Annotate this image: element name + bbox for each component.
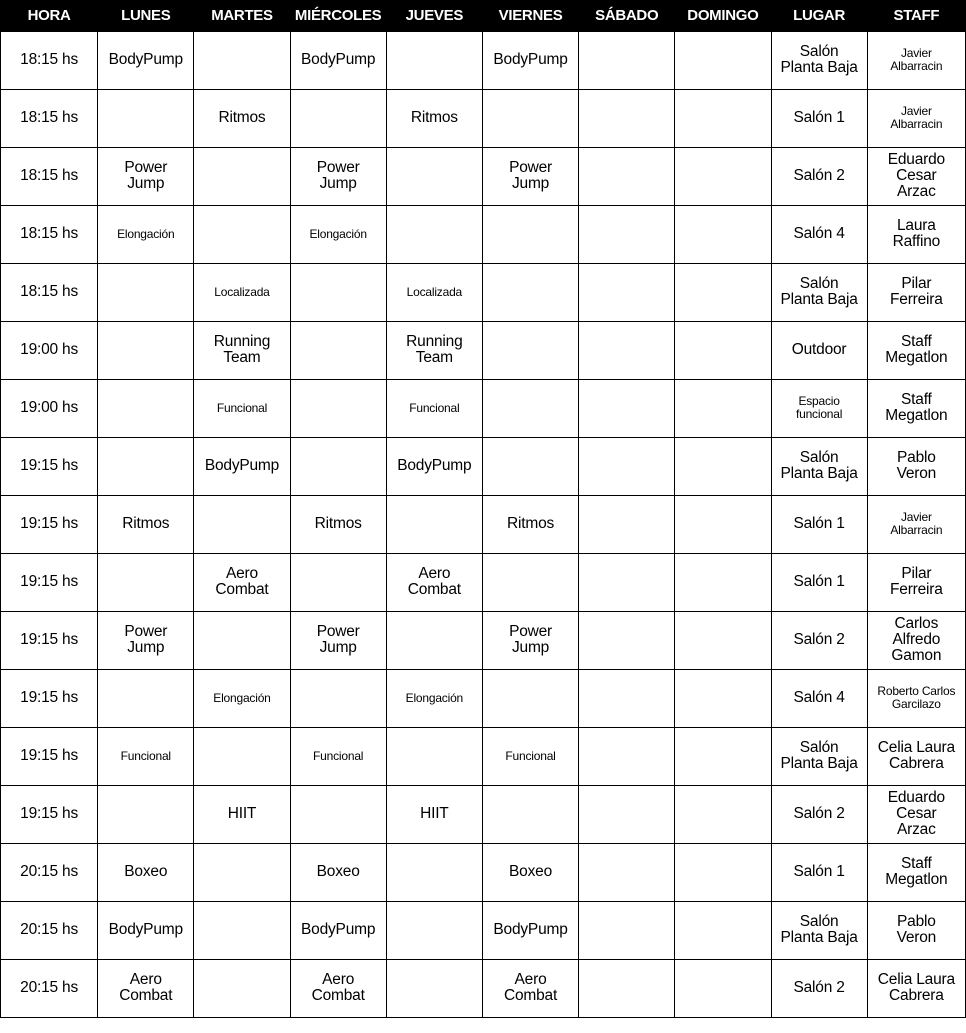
cell-staff: Celia Laura Cabrera [867, 727, 965, 785]
cell-sabado [579, 785, 675, 843]
cell-jueves: BodyPump [386, 437, 482, 495]
cell-lugar: Salón Planta Baja [771, 263, 867, 321]
cell-hora: 19:15 hs [1, 669, 98, 727]
cell-martes [194, 843, 290, 901]
cell-staff: Eduardo Cesar Arzac [867, 147, 965, 205]
cell-hora: 18:15 hs [1, 89, 98, 147]
cell-viernes [482, 669, 578, 727]
cell-miercoles [290, 669, 386, 727]
cell-sabado [579, 205, 675, 263]
table-row [1, 31, 966, 89]
cell-lunes [98, 263, 194, 321]
cell-martes: Aero Combat [194, 553, 290, 611]
header-staff: STAFF [867, 0, 965, 31]
cell-lunes: Boxeo [98, 843, 194, 901]
cell-staff: Pablo Veron [867, 437, 965, 495]
schedule-body [1, 31, 966, 1017]
table-row [1, 669, 966, 727]
table-row [1, 205, 966, 263]
table-row [1, 901, 966, 959]
cell-viernes: Aero Combat [482, 959, 578, 1017]
cell-jueves: Aero Combat [386, 553, 482, 611]
cell-sabado [579, 379, 675, 437]
cell-lunes [98, 89, 194, 147]
cell-domingo [675, 495, 771, 553]
header-lugar: LUGAR [771, 0, 867, 31]
cell-jueves [386, 843, 482, 901]
cell-jueves: Localizada [386, 263, 482, 321]
cell-hora: 19:15 hs [1, 495, 98, 553]
cell-lunes [98, 379, 194, 437]
cell-hora: 19:15 hs [1, 437, 98, 495]
cell-domingo [675, 437, 771, 495]
cell-lunes: Power Jump [98, 611, 194, 669]
cell-miercoles: Power Jump [290, 147, 386, 205]
cell-sabado [579, 437, 675, 495]
schedule-header [1, 0, 966, 31]
cell-staff: Laura Raffino [867, 205, 965, 263]
cell-jueves [386, 31, 482, 89]
cell-miercoles [290, 321, 386, 379]
cell-sabado [579, 263, 675, 321]
cell-viernes [482, 437, 578, 495]
cell-hora: 19:15 hs [1, 727, 98, 785]
table-row [1, 843, 966, 901]
cell-lugar: Salón 1 [771, 495, 867, 553]
cell-lugar: Salón 1 [771, 843, 867, 901]
cell-martes [194, 959, 290, 1017]
cell-lugar: Salón Planta Baja [771, 437, 867, 495]
cell-viernes [482, 263, 578, 321]
cell-staff: Pilar Ferreira [867, 553, 965, 611]
cell-viernes: Ritmos [482, 495, 578, 553]
cell-martes [194, 147, 290, 205]
cell-domingo [675, 553, 771, 611]
cell-viernes: Boxeo [482, 843, 578, 901]
cell-lunes: Power Jump [98, 147, 194, 205]
cell-miercoles: Elongación [290, 205, 386, 263]
cell-martes [194, 901, 290, 959]
cell-staff: Javier Albarracin [867, 31, 965, 89]
cell-hora: 18:15 hs [1, 147, 98, 205]
cell-martes [194, 495, 290, 553]
cell-sabado [579, 321, 675, 379]
cell-miercoles [290, 553, 386, 611]
cell-sabado [579, 553, 675, 611]
cell-miercoles: Funcional [290, 727, 386, 785]
cell-sabado [579, 31, 675, 89]
cell-viernes [482, 553, 578, 611]
cell-lugar: Salón 2 [771, 611, 867, 669]
cell-domingo [675, 901, 771, 959]
cell-martes [194, 31, 290, 89]
cell-martes: HIIT [194, 785, 290, 843]
cell-viernes: Power Jump [482, 147, 578, 205]
cell-martes: Elongación [194, 669, 290, 727]
cell-hora: 20:15 hs [1, 959, 98, 1017]
cell-lugar: Salón 2 [771, 147, 867, 205]
cell-sabado [579, 959, 675, 1017]
cell-viernes [482, 89, 578, 147]
cell-lugar: Outdoor [771, 321, 867, 379]
cell-jueves [386, 959, 482, 1017]
cell-domingo [675, 669, 771, 727]
cell-jueves [386, 727, 482, 785]
cell-martes [194, 727, 290, 785]
table-row [1, 321, 966, 379]
cell-jueves [386, 495, 482, 553]
cell-staff: Roberto Carlos Garcilazo [867, 669, 965, 727]
cell-domingo [675, 89, 771, 147]
table-row [1, 611, 966, 669]
cell-sabado [579, 901, 675, 959]
cell-jueves [386, 147, 482, 205]
cell-lunes [98, 669, 194, 727]
cell-staff: Staff Megatlon [867, 379, 965, 437]
cell-lugar: Salón Planta Baja [771, 31, 867, 89]
cell-staff: Eduardo Cesar Arzac [867, 785, 965, 843]
cell-hora: 18:15 hs [1, 263, 98, 321]
table-row [1, 89, 966, 147]
cell-lunes: Ritmos [98, 495, 194, 553]
cell-sabado [579, 495, 675, 553]
cell-miercoles [290, 379, 386, 437]
cell-hora: 18:15 hs [1, 205, 98, 263]
cell-lugar: Salón Planta Baja [771, 727, 867, 785]
cell-lunes [98, 321, 194, 379]
cell-jueves [386, 901, 482, 959]
cell-domingo [675, 379, 771, 437]
cell-viernes [482, 379, 578, 437]
cell-jueves [386, 611, 482, 669]
cell-miercoles [290, 89, 386, 147]
cell-miercoles: BodyPump [290, 901, 386, 959]
cell-lugar: Salón 1 [771, 553, 867, 611]
cell-domingo [675, 611, 771, 669]
cell-martes: Ritmos [194, 89, 290, 147]
table-row [1, 959, 966, 1017]
cell-lugar: Salón Planta Baja [771, 901, 867, 959]
cell-hora: 19:15 hs [1, 553, 98, 611]
table-row [1, 553, 966, 611]
cell-staff: Staff Megatlon [867, 321, 965, 379]
cell-staff: Javier Albarracin [867, 89, 965, 147]
header-lunes: LUNES [98, 0, 194, 31]
cell-miercoles [290, 437, 386, 495]
cell-sabado [579, 727, 675, 785]
cell-miercoles [290, 785, 386, 843]
table-row [1, 147, 966, 205]
cell-lugar: Salón 2 [771, 959, 867, 1017]
cell-jueves: Funcional [386, 379, 482, 437]
cell-miercoles: BodyPump [290, 31, 386, 89]
cell-domingo [675, 785, 771, 843]
cell-hora: 20:15 hs [1, 901, 98, 959]
table-row [1, 379, 966, 437]
cell-staff: Pilar Ferreira [867, 263, 965, 321]
cell-lugar: Salón 4 [771, 669, 867, 727]
cell-lugar: Salón 4 [771, 205, 867, 263]
header-viernes: VIERNES [482, 0, 578, 31]
cell-sabado [579, 843, 675, 901]
cell-jueves: Elongación [386, 669, 482, 727]
cell-lunes: Elongación [98, 205, 194, 263]
cell-staff: Staff Megatlon [867, 843, 965, 901]
cell-miercoles: Aero Combat [290, 959, 386, 1017]
cell-domingo [675, 205, 771, 263]
cell-hora: 19:15 hs [1, 785, 98, 843]
header-domingo: DOMINGO [675, 0, 771, 31]
cell-viernes: BodyPump [482, 31, 578, 89]
cell-lunes: Aero Combat [98, 959, 194, 1017]
header-row [1, 0, 966, 31]
cell-lunes: BodyPump [98, 901, 194, 959]
header-martes: MARTES [194, 0, 290, 31]
cell-miercoles: Ritmos [290, 495, 386, 553]
cell-lunes: BodyPump [98, 31, 194, 89]
table-row [1, 495, 966, 553]
cell-viernes: BodyPump [482, 901, 578, 959]
cell-viernes [482, 205, 578, 263]
cell-martes [194, 205, 290, 263]
cell-martes: Localizada [194, 263, 290, 321]
table-row [1, 727, 966, 785]
cell-jueves [386, 205, 482, 263]
cell-lunes [98, 437, 194, 495]
cell-staff: Javier Albarracin [867, 495, 965, 553]
cell-viernes: Funcional [482, 727, 578, 785]
cell-miercoles: Power Jump [290, 611, 386, 669]
cell-hora: 19:15 hs [1, 611, 98, 669]
cell-domingo [675, 263, 771, 321]
cell-lugar: Salón 1 [771, 89, 867, 147]
cell-sabado [579, 147, 675, 205]
cell-viernes [482, 321, 578, 379]
table-row [1, 437, 966, 495]
cell-domingo [675, 321, 771, 379]
table-row [1, 263, 966, 321]
cell-hora: 20:15 hs [1, 843, 98, 901]
cell-martes [194, 611, 290, 669]
header-sabado: SÁBADO [579, 0, 675, 31]
table-row [1, 785, 966, 843]
cell-martes: Funcional [194, 379, 290, 437]
cell-hora: 19:00 hs [1, 379, 98, 437]
header-miercoles: MIÉRCOLES [290, 0, 386, 31]
cell-sabado [579, 669, 675, 727]
cell-hora: 19:00 hs [1, 321, 98, 379]
cell-jueves: Ritmos [386, 89, 482, 147]
cell-hora: 18:15 hs [1, 31, 98, 89]
cell-viernes [482, 785, 578, 843]
cell-sabado [579, 89, 675, 147]
cell-jueves: HIIT [386, 785, 482, 843]
cell-lugar: Espacio funcional [771, 379, 867, 437]
header-jueves: JUEVES [386, 0, 482, 31]
cell-lunes [98, 553, 194, 611]
cell-lunes: Funcional [98, 727, 194, 785]
cell-sabado [579, 611, 675, 669]
cell-domingo [675, 959, 771, 1017]
cell-miercoles: Boxeo [290, 843, 386, 901]
cell-domingo [675, 147, 771, 205]
cell-staff: Pablo Veron [867, 901, 965, 959]
cell-lugar: Salón 2 [771, 785, 867, 843]
cell-staff: Carlos Alfredo Gamon [867, 611, 965, 669]
cell-domingo [675, 31, 771, 89]
cell-martes: Running Team [194, 321, 290, 379]
cell-lunes [98, 785, 194, 843]
cell-domingo [675, 727, 771, 785]
cell-martes: BodyPump [194, 437, 290, 495]
cell-domingo [675, 843, 771, 901]
header-hora: HORA [1, 0, 98, 31]
cell-viernes: Power Jump [482, 611, 578, 669]
cell-miercoles [290, 263, 386, 321]
cell-staff: Celia Laura Cabrera [867, 959, 965, 1017]
cell-jueves: Running Team [386, 321, 482, 379]
